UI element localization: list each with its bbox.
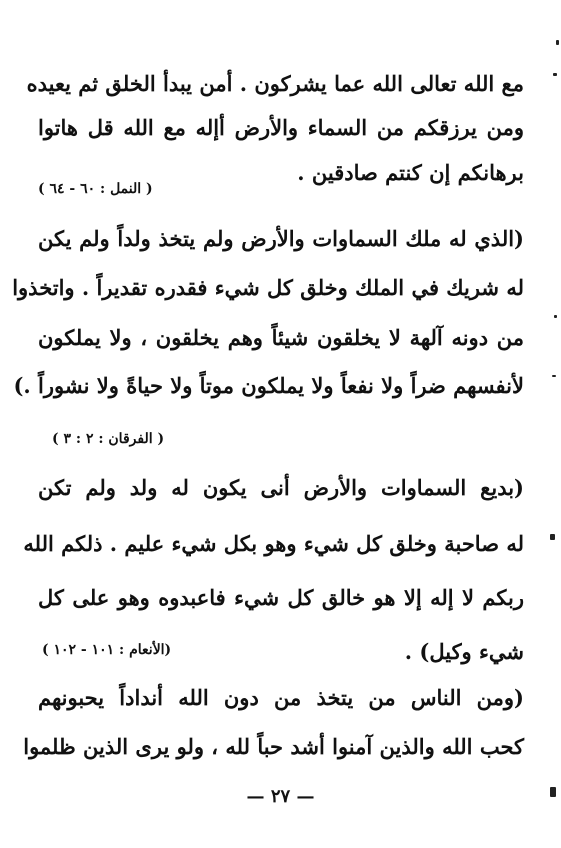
text-line: (بديع السماوات والأرض أنى يكون له ولد ولم تكن — [38, 475, 524, 500]
text-line: ربكم لا إله إلا هو خالق كل شيء فاعبدوه وهو على كل — [38, 585, 524, 610]
text-line: له شريك في الملك وخلق كل شيء فقدره تقديراً . واتخذوا — [12, 275, 524, 300]
text-line: كحب الله والذين آمنوا أشد حباً لله ، ولو يرى الذين ظلموا — [23, 734, 524, 759]
text-line: شيء وكيل) . — [404, 639, 524, 664]
text-line: من دونه آلهة لا يخلقون شيئاً وهم يخلقون ، ولا يملكون — [38, 325, 524, 350]
verse-reference: ( الفرقان : ٢ : ٣ ) — [52, 431, 165, 447]
scan-mark — [553, 73, 557, 76]
scan-mark — [552, 375, 556, 377]
text-line: ومن يرزقكم من السماء والأرض أإله مع الله قل هاتوا — [38, 115, 524, 140]
scan-mark — [554, 315, 557, 318]
page-number: — ٢٧ — — [246, 786, 315, 807]
scan-mark — [550, 787, 556, 797]
text-line: له صاحبة وخلق كل شيء وهو بكل شيء عليم . ذلكم الله — [23, 531, 524, 556]
text-line: (الذي له ملك السماوات والأرض ولم يتخذ ولداً ولم يكن — [38, 226, 524, 251]
verse-reference: (الأنعام : ١٠١ - ١٠٢ ) — [42, 642, 172, 658]
verse-reference: ( النمل : ٦٠ - ٦٤ ) — [38, 181, 153, 197]
text-line: لأنفسهم ضراً ولا نفعاً ولا يملكون موتاً ولا حياةً ولا نشوراً .) — [13, 373, 524, 398]
text-line: برهانكم إن كنتم صادقين . — [297, 160, 524, 185]
text-line: (ومن الناس من يتخذ من دون الله أنداداً يحبونهم — [38, 685, 524, 710]
scan-mark — [556, 40, 559, 45]
text-line: مع الله تعالى الله عما يشركون . أمن يبدأ الخلق ثم يعيده — [26, 71, 524, 96]
scan-mark — [550, 534, 555, 540]
